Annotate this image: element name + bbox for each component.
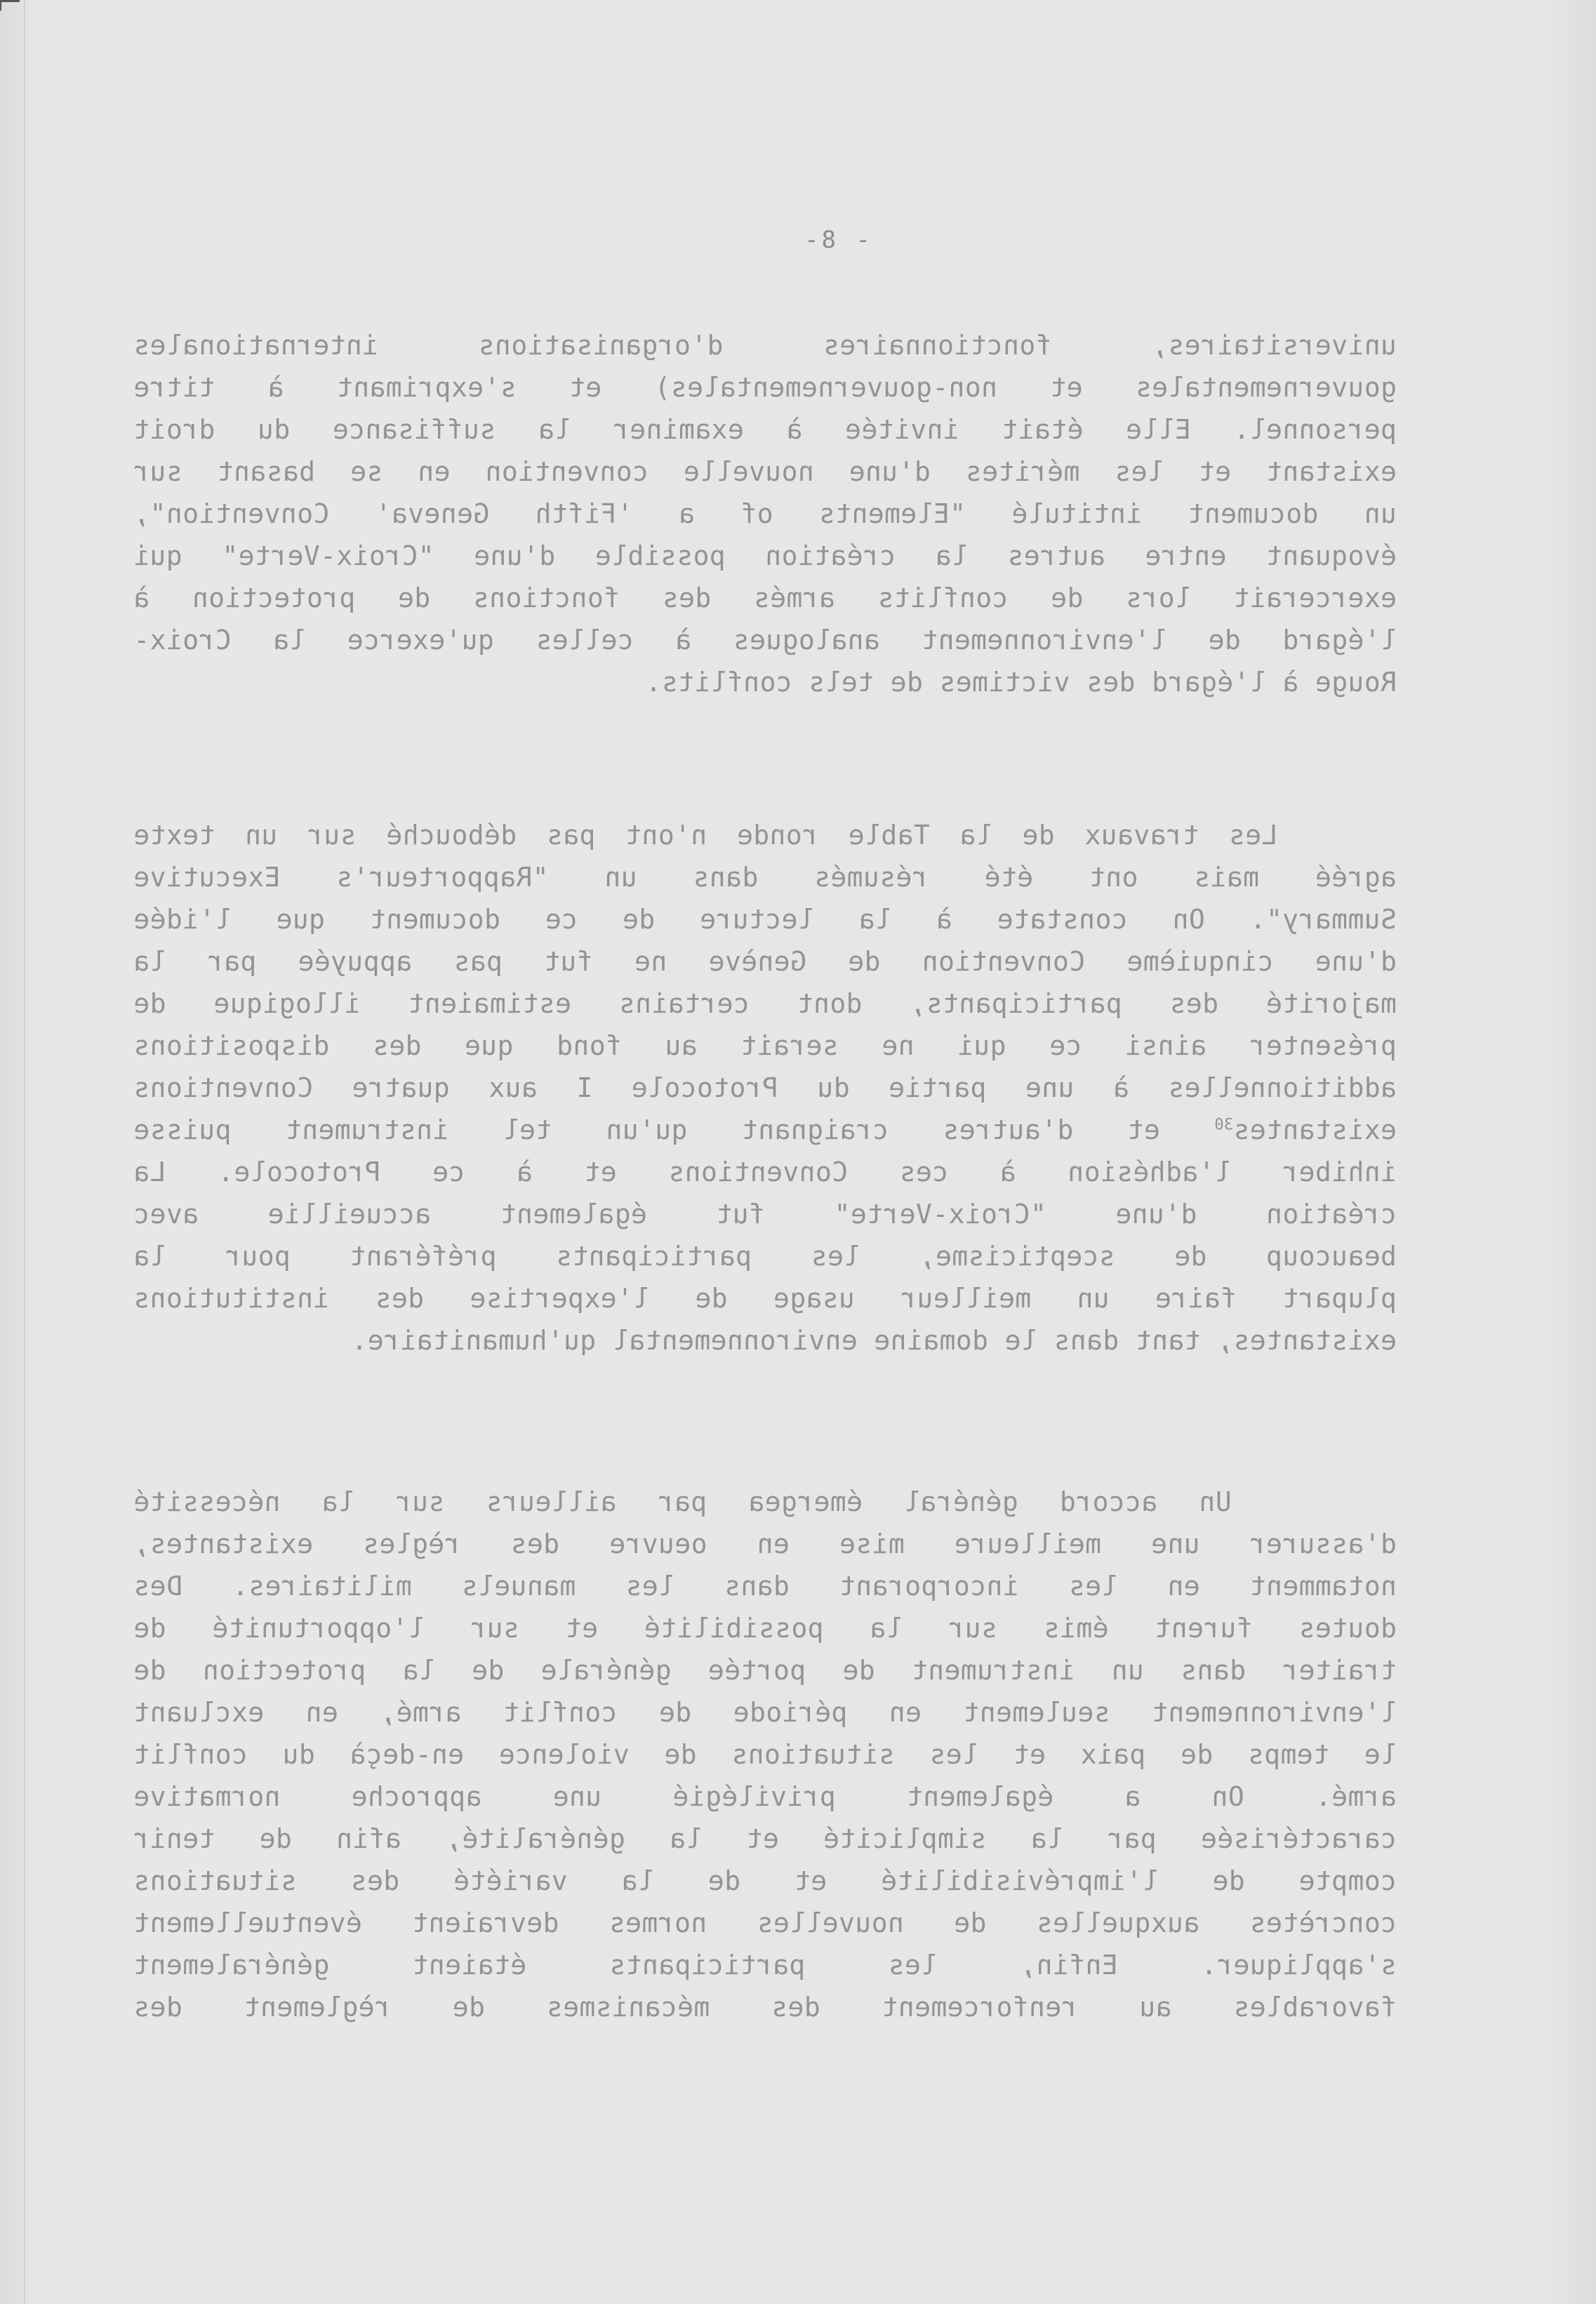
text-line: Un accord général émergea par ailleurs sur la nécessité — [133, 1486, 1397, 1517]
text-line: d'assurer une meilleure mise en oeuvre des règles existantes, — [133, 1529, 1397, 1559]
text-line: s'appliquer. Enfin, les participants étaient généralement — [133, 1950, 1397, 1980]
paragraph-1 — [133, 324, 1397, 703]
text-fragment: et d'autres craignant qu'un tel instrument puisse — [133, 1114, 1214, 1145]
text-line: favorables au renforcement des mécanismes de règlement des — [133, 1992, 1397, 2023]
corner-mark — [0, 0, 20, 11]
text-line: existantes, tant dans le domaine environnemental qu'humanitaire. — [351, 1325, 1397, 1356]
text-line: exercerait lors de conflits armés des fonctions de protection à — [133, 582, 1397, 613]
paragraph-3 — [133, 1481, 1397, 2028]
text-line: d'une cinquième Convention de Genève ne fut pas appuyée par la — [133, 946, 1397, 977]
text-line: création d'une "Croix-Verte" fut également accueillie avec — [133, 1199, 1397, 1230]
text-line: présenter ainsi ce qui ne serait au fond que des dispositions — [133, 1030, 1397, 1061]
text-line: beaucoup de scepticisme, les participants préférant pour la — [133, 1241, 1397, 1272]
text-line: existant et les mérites d'une nouvelle convention en se basant sur — [133, 456, 1397, 487]
text-line: l'environnement seulement en période de conflit armé, en excluant — [133, 1697, 1397, 1728]
text-line: Les travaux de la Table ronde n'ont pas débouché sur un texte — [133, 820, 1397, 851]
text-line: agréé mais ont été résumés dans un "Rapporteur's Executive — [133, 862, 1397, 893]
text-line: Rouge à l'égard des victimes de tels conflits. — [645, 667, 1397, 698]
text-fragment: existantes — [1233, 1114, 1397, 1145]
text-line: doutes furent émis sur la possibilité et sur l'opportunité de — [133, 1613, 1397, 1644]
sheet-edge — [24, 0, 25, 2304]
text-line: le temps de paix et les situations de violence en-deçà du conflit — [133, 1739, 1397, 1770]
text-line: universitaires, fonctionnaires d'organisations internationales — [133, 330, 1397, 361]
text-line: traiter dans un instrument de portée générale de la protection de — [133, 1655, 1397, 1686]
text-line: compte de l'imprévisibilité et de la variété des situations — [133, 1865, 1397, 1896]
page-number: - 8- — [802, 226, 870, 254]
text-line: gouvernementales et non-gouvernementales) et s'exprimant à titre — [133, 372, 1397, 403]
text-line: personnel. Elle était invitée à examiner la suffisance du droit — [133, 414, 1397, 445]
text-line: concrètes auxquelles de nouvelles normes devraient éventuellement — [133, 1907, 1397, 1938]
text-line: additionnelles à une partie du Protocole I aux quatre Conventions — [133, 1072, 1397, 1103]
paragraph-2 — [133, 814, 1397, 1361]
text-line: majorité des participants, dont certains estimaient illogique de — [133, 988, 1397, 1019]
text-line-with-footnote — [133, 1109, 1397, 1151]
footnote-ref: 30 — [1213, 1116, 1234, 1134]
text-line: plupart faire un meilleur usage de l'expertise des institutions — [133, 1283, 1397, 1314]
text-line: évoquant entre autres la création possible d'une "Croix-Verte" qui — [133, 540, 1397, 571]
text-line: Summary". On constate à la lecture de ce document que l'idée — [133, 904, 1397, 935]
text-line: caractérisée par la simplicité et la généralité, afin de tenir — [133, 1823, 1397, 1854]
text-line: armé. On a également privilégié une approche normative — [133, 1781, 1397, 1812]
text-line: un document intitulé "Elements of a 'Fifth Geneva' Convention", — [133, 498, 1397, 529]
text-line: inhiber l'adhésion à ces Conventions et à ce Protocole. La — [133, 1157, 1397, 1187]
text-line: notamment en les incorporant dans les manuels militaires. Des — [133, 1571, 1397, 1602]
text-line: l'égard de l'environnement analogues à celles qu'exerce la Croix- — [133, 625, 1397, 655]
